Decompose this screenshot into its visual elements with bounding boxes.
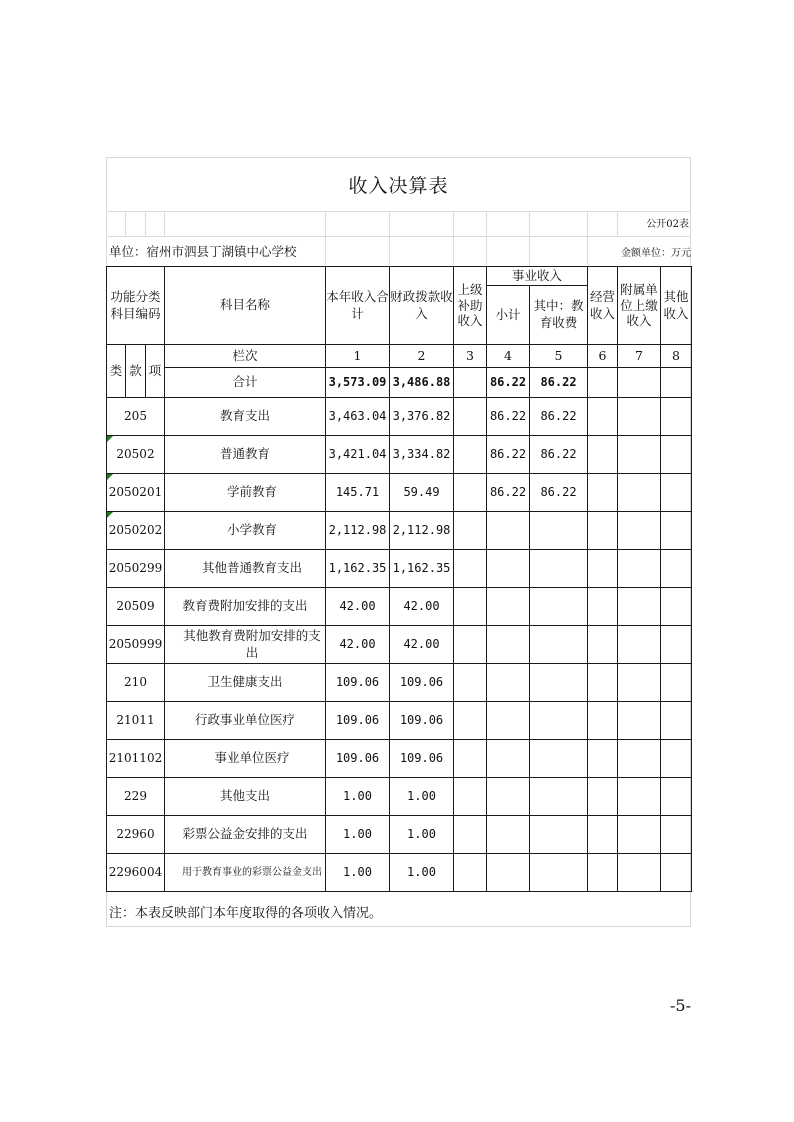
row-other [661, 626, 692, 664]
row-code [107, 512, 165, 550]
row-superior [454, 854, 487, 892]
row-tuition: 86.22 [530, 474, 588, 512]
row-other [661, 740, 692, 778]
row-other [661, 702, 692, 740]
row-total-income: 42.00 [326, 588, 390, 626]
row-code [107, 436, 165, 474]
row-affiliated [618, 474, 661, 512]
row-tuition [530, 702, 588, 740]
row-code: 2050299 [107, 550, 165, 588]
row-fiscal: 59.49 [390, 474, 454, 512]
grid-line [106, 236, 691, 237]
row-subject-name: 行政事业单位医疗 [165, 702, 326, 740]
row-code: 229 [107, 778, 165, 816]
total-c6 [588, 368, 618, 398]
total-c4: 86.22 [487, 368, 530, 398]
row-affiliated [618, 398, 661, 436]
row-fiscal: 1.00 [390, 854, 454, 892]
row-superior [454, 816, 487, 854]
cell-flag-icon [107, 474, 113, 480]
row-career-subtotal [487, 664, 530, 702]
page-number: -5- [670, 996, 691, 1015]
row-operating [588, 474, 618, 512]
cell-flag-icon [107, 436, 113, 442]
row-code [107, 474, 165, 512]
row-operating [588, 588, 618, 626]
row-subject-name: 教育费附加安排的支出 [165, 588, 326, 626]
total-c2: 3,486.88 [390, 368, 454, 398]
header-superior: 上级补助收入 [454, 267, 487, 345]
row-superior [454, 778, 487, 816]
row-career-subtotal [487, 778, 530, 816]
row-subject-name: 教育支出 [165, 398, 326, 436]
row-other [661, 816, 692, 854]
column-order-label: 栏次 [165, 345, 326, 368]
row-total-income: 42.00 [326, 626, 390, 664]
table-row [107, 550, 692, 588]
row-superior [454, 740, 487, 778]
row-superior [454, 626, 487, 664]
header-kuan: 款 [126, 345, 146, 398]
row-affiliated [618, 588, 661, 626]
row-code-text: 2050202 [108, 523, 163, 538]
header-subtotal: 小计 [487, 286, 530, 345]
grid-line [486, 211, 487, 266]
row-affiliated [618, 816, 661, 854]
row-tuition [530, 854, 588, 892]
row-other [661, 512, 692, 550]
header-xiang: 项 [146, 345, 165, 398]
row-affiliated [618, 626, 661, 664]
row-other [661, 436, 692, 474]
row-code: 22960 [107, 816, 165, 854]
row-code: 20509 [107, 588, 165, 626]
total-c3 [454, 368, 487, 398]
row-career-subtotal [487, 512, 530, 550]
row-other [661, 550, 692, 588]
row-total-income: 3,463.04 [326, 398, 390, 436]
row-subject-name: 普通教育 [165, 436, 326, 474]
row-career-subtotal [487, 588, 530, 626]
table-row [107, 816, 692, 854]
row-code: 2101102 [107, 740, 165, 778]
table-row [107, 436, 692, 474]
grid-line [529, 211, 530, 266]
header-affiliated: 附属单位上缴收入 [618, 267, 661, 345]
row-superior [454, 512, 487, 550]
grid-line [325, 211, 326, 266]
grid-line [125, 211, 126, 236]
row-tuition [530, 816, 588, 854]
header-operating: 经营收入 [588, 267, 618, 345]
row-operating [588, 550, 618, 588]
row-superior [454, 702, 487, 740]
row-tuition [530, 512, 588, 550]
row-fiscal: 1.00 [390, 816, 454, 854]
grid-line [389, 211, 390, 266]
row-operating [588, 816, 618, 854]
header-tuition: 其中：教育收费 [530, 286, 588, 345]
page-title: 收入决算表 [348, 175, 449, 197]
row-subject-name: 其他普通教育支出 [165, 550, 326, 588]
row-other [661, 778, 692, 816]
row-total-income: 3,421.04 [326, 436, 390, 474]
row-code: 2296004 [107, 854, 165, 892]
row-affiliated [618, 550, 661, 588]
grid-line [453, 211, 454, 266]
row-other [661, 588, 692, 626]
income-table [106, 266, 692, 892]
table-row [107, 664, 692, 702]
col-num: 2 [390, 345, 454, 368]
row-total-income: 1.00 [326, 816, 390, 854]
row-fiscal: 2,112.98 [390, 512, 454, 550]
total-c8 [661, 368, 692, 398]
table-row [107, 626, 692, 664]
header-func-code: 功能分类科目编码 [107, 267, 165, 345]
table-row [107, 474, 692, 512]
row-subject-name: 彩票公益金安排的支出 [165, 816, 326, 854]
row-operating [588, 702, 618, 740]
row-total-income: 1.00 [326, 778, 390, 816]
row-total-income: 1,162.35 [326, 550, 390, 588]
row-subject-name: 事业单位医疗 [165, 740, 326, 778]
header-subject: 科目名称 [165, 267, 326, 345]
row-superior [454, 398, 487, 436]
row-tuition [530, 588, 588, 626]
unit-label: 单位：宿州市泗县丁湖镇中心学校 [109, 244, 297, 259]
header-lei: 类 [107, 345, 126, 398]
row-total-income: 2,112.98 [326, 512, 390, 550]
row-affiliated [618, 778, 661, 816]
table-body [107, 398, 692, 892]
row-superior [454, 436, 487, 474]
table-row [107, 398, 692, 436]
money-unit-label: 金额单位：万元 [621, 248, 691, 259]
row-operating [588, 512, 618, 550]
row-affiliated [618, 664, 661, 702]
grid-line [617, 211, 618, 236]
row-career-subtotal: 86.22 [487, 398, 530, 436]
row-tuition: 86.22 [530, 436, 588, 474]
form-number: 公开02表 [646, 219, 689, 230]
row-subject-name: 其他教育费附加安排的支出 [165, 626, 326, 664]
row-operating [588, 398, 618, 436]
row-operating [588, 436, 618, 474]
row-fiscal: 109.06 [390, 740, 454, 778]
row-career-subtotal [487, 816, 530, 854]
row-subject-name: 其他支出 [165, 778, 326, 816]
col-num: 4 [487, 345, 530, 368]
row-code-text: 2050201 [108, 485, 163, 500]
col-num: 5 [530, 345, 588, 368]
total-c5: 86.22 [530, 368, 588, 398]
row-code: 205 [107, 398, 165, 436]
row-subject-name: 用于教育事业的彩票公益金支出 [165, 854, 326, 892]
table-note: 注：本表反映部门本年度取得的各项收入情况。 [109, 906, 383, 921]
row-fiscal: 109.06 [390, 664, 454, 702]
row-other [661, 854, 692, 892]
col-num: 1 [326, 345, 390, 368]
row-affiliated [618, 702, 661, 740]
row-superior [454, 588, 487, 626]
col-num: 3 [454, 345, 487, 368]
row-career-subtotal [487, 740, 530, 778]
row-affiliated [618, 512, 661, 550]
row-total-income: 109.06 [326, 664, 390, 702]
row-tuition: 86.22 [530, 398, 588, 436]
table-row [107, 740, 692, 778]
row-operating [588, 778, 618, 816]
row-fiscal: 42.00 [390, 626, 454, 664]
col-num: 8 [661, 345, 692, 368]
row-fiscal: 3,376.82 [390, 398, 454, 436]
header-other: 其他收入 [661, 267, 692, 345]
row-other [661, 664, 692, 702]
grid-line [145, 211, 146, 236]
row-fiscal: 1.00 [390, 778, 454, 816]
row-total-income: 109.06 [326, 740, 390, 778]
row-tuition [530, 664, 588, 702]
row-tuition [530, 626, 588, 664]
row-total-income: 145.71 [326, 474, 390, 512]
row-subject-name: 学前教育 [165, 474, 326, 512]
grid-line [164, 211, 165, 236]
row-code-text: 20502 [116, 447, 155, 462]
table-row [107, 512, 692, 550]
col-num: 6 [588, 345, 618, 368]
row-fiscal: 109.06 [390, 702, 454, 740]
row-operating [588, 740, 618, 778]
row-career-subtotal [487, 550, 530, 588]
row-career-subtotal: 86.22 [487, 436, 530, 474]
row-tuition [530, 778, 588, 816]
row-subject-name: 小学教育 [165, 512, 326, 550]
row-career-subtotal [487, 626, 530, 664]
row-superior [454, 550, 487, 588]
total-c1: 3,573.09 [326, 368, 390, 398]
header-total-income: 本年收入合计 [326, 267, 390, 345]
row-fiscal: 3,334.82 [390, 436, 454, 474]
row-total-income: 109.06 [326, 702, 390, 740]
cell-flag-icon [107, 512, 113, 518]
table-row [107, 778, 692, 816]
grid-line [587, 211, 588, 266]
header-fiscal: 财政拨款收入 [390, 267, 454, 345]
row-fiscal: 1,162.35 [390, 550, 454, 588]
row-code: 2050999 [107, 626, 165, 664]
row-affiliated [618, 854, 661, 892]
row-code: 21011 [107, 702, 165, 740]
total-row [107, 368, 692, 398]
header-career: 事业收入 [487, 267, 588, 286]
row-other [661, 474, 692, 512]
row-tuition [530, 740, 588, 778]
row-operating [588, 664, 618, 702]
row-affiliated [618, 740, 661, 778]
table-row [107, 588, 692, 626]
row-fiscal: 42.00 [390, 588, 454, 626]
row-affiliated [618, 436, 661, 474]
col-num: 7 [618, 345, 661, 368]
table-row [107, 854, 692, 892]
row-other [661, 398, 692, 436]
row-subject-name: 卫生健康支出 [165, 664, 326, 702]
row-superior [454, 664, 487, 702]
row-operating [588, 854, 618, 892]
row-code: 210 [107, 664, 165, 702]
total-c7 [618, 368, 661, 398]
row-career-subtotal: 86.22 [487, 474, 530, 512]
row-total-income: 1.00 [326, 854, 390, 892]
total-label: 合计 [165, 368, 326, 398]
row-operating [588, 626, 618, 664]
row-tuition [530, 550, 588, 588]
row-career-subtotal [487, 854, 530, 892]
row-career-subtotal [487, 702, 530, 740]
table-row [107, 702, 692, 740]
row-superior [454, 474, 487, 512]
